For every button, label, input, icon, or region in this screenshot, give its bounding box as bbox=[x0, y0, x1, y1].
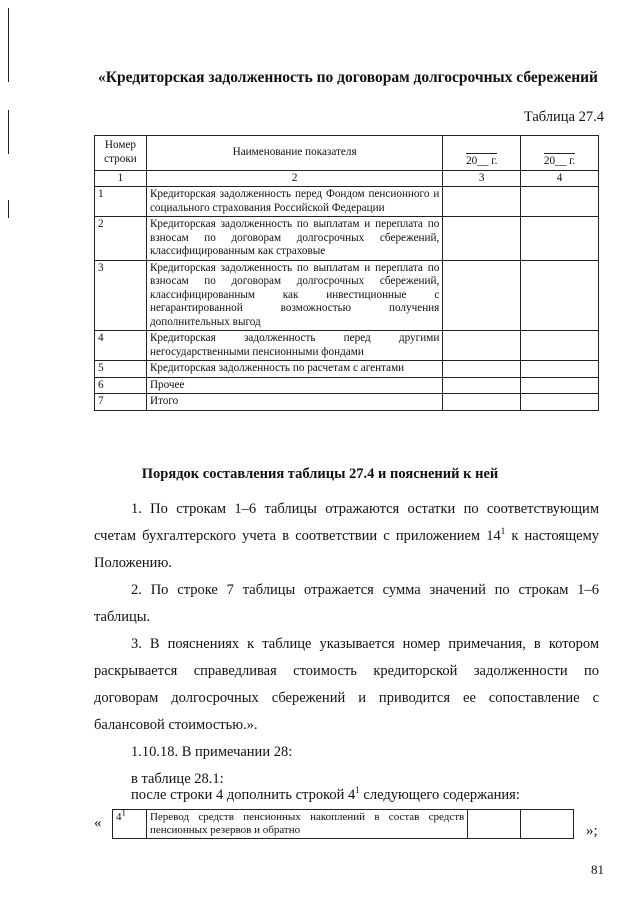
table-row bbox=[95, 187, 599, 217]
row-number: 5 bbox=[95, 361, 147, 378]
year-label: 20__ г. bbox=[466, 155, 498, 167]
row-number: 1 bbox=[95, 187, 147, 217]
header-indicator-name: Наименование показателя bbox=[146, 136, 442, 171]
table-header-row bbox=[95, 136, 599, 171]
paragraph-text: следующего содержания: bbox=[359, 787, 520, 803]
column-number: 2 bbox=[146, 170, 442, 187]
row-value bbox=[521, 260, 599, 331]
table-row bbox=[95, 217, 599, 261]
row-value bbox=[521, 377, 599, 394]
header-row-number: Номер строки bbox=[95, 136, 147, 171]
row-value bbox=[443, 394, 521, 411]
paragraph-1 bbox=[94, 496, 599, 577]
row-value bbox=[521, 810, 574, 839]
row-value bbox=[443, 331, 521, 361]
quote-close: »; bbox=[586, 823, 598, 839]
row-value bbox=[521, 217, 599, 261]
table-row bbox=[95, 260, 599, 331]
row-name: Перевод средств пенсионных накоплений в состав средств пенсионных резервов и обратно bbox=[146, 810, 467, 839]
row-name: Кредиторская задолженность по выплатам и переплата по взносам по договорам долгосрочных сбережений, классифицированным как страховые bbox=[146, 217, 442, 261]
column-number: 1 bbox=[95, 170, 147, 187]
paragraph-4: 1.10.18. В примечании 28: bbox=[131, 744, 293, 760]
paragraph-text: после строки 4 дополнить строкой 4 bbox=[131, 787, 356, 803]
row-value bbox=[443, 377, 521, 394]
paragraph-text: к настоящему Положению. bbox=[94, 528, 599, 571]
section-heading: Порядок составления таблицы 27.4 и пояснений к ней bbox=[141, 466, 499, 482]
column-numbers-row bbox=[95, 170, 599, 187]
row-value bbox=[443, 187, 521, 217]
row-value bbox=[521, 331, 599, 361]
row-name: Кредиторская задолженность перед Фондом пенсионного и социального страхования Российской Федерации bbox=[146, 187, 442, 217]
row-value bbox=[468, 810, 521, 839]
row-value bbox=[443, 361, 521, 378]
page-number: 81 bbox=[591, 862, 604, 877]
data-table bbox=[94, 135, 599, 411]
row-name: Прочее bbox=[146, 377, 442, 394]
row-number: $4^1$ bbox=[113, 810, 147, 839]
quote-open: « bbox=[94, 815, 102, 831]
table-row bbox=[95, 377, 599, 394]
column-number: 4 bbox=[521, 170, 599, 187]
row-name: Кредиторская задолженность перед другими негосударственными пенсионными фондами bbox=[146, 331, 442, 361]
row-number: 4 bbox=[95, 331, 147, 361]
row-number: 2 bbox=[95, 217, 147, 261]
margin-line bbox=[8, 200, 9, 218]
row-value bbox=[443, 217, 521, 261]
margin-line bbox=[8, 8, 9, 82]
inserted-row-block bbox=[94, 809, 614, 839]
table-row bbox=[113, 810, 574, 839]
table-row bbox=[95, 361, 599, 378]
row-name: Итого bbox=[146, 394, 442, 411]
header-year-1 bbox=[443, 136, 521, 171]
paragraph-6 bbox=[94, 782, 599, 809]
row-number: 6 bbox=[95, 377, 147, 394]
row-name: Кредиторская задолженность по расчетам с агентами bbox=[146, 361, 442, 378]
row-value bbox=[443, 260, 521, 331]
column-number: 3 bbox=[443, 170, 521, 187]
margin-line bbox=[8, 110, 9, 154]
row-value bbox=[521, 394, 599, 411]
table-row bbox=[95, 394, 599, 411]
superscript: 1 bbox=[355, 785, 360, 796]
row-number: 7 bbox=[95, 394, 147, 411]
year-label: 20__ г. bbox=[543, 155, 576, 167]
header-year-2 bbox=[521, 136, 599, 171]
inserted-row-table bbox=[112, 809, 574, 839]
table-row bbox=[95, 331, 599, 361]
row-number: 3 bbox=[95, 260, 147, 331]
row-value bbox=[521, 187, 599, 217]
superscript: 1 bbox=[121, 807, 126, 818]
paragraph-text: 1. По строкам 1–6 таблицы отражаются остатки по соответствующим счетам бухгалтерского учета в соответствии с приложением 14 bbox=[94, 501, 599, 544]
paragraph-2: 2. По строке 7 таблицы отражается сумма значений по строкам 1–6 таблицы. bbox=[94, 582, 599, 625]
page-title: «Кредиторская задолженность по договорам долгосрочных сбережений bbox=[98, 69, 598, 86]
superscript: 1 bbox=[500, 526, 506, 537]
paragraph-3: 3. В пояснениях к таблице указывается номер примечания, в котором раскрывается справедливая стоимость кредиторской задолженности по договорам долгосрочных сбережений и приводится ее сопоставление с балансовой стоимостью.». bbox=[94, 636, 599, 733]
paragraph-5: в таблице 28.1: bbox=[131, 771, 224, 787]
row-name: Кредиторская задолженность по выплатам и переплата по взносам по договорам долгосрочных сбережений, классифицированным как инвестиционные с негарантированной возможностью получения дополнительных выгод bbox=[146, 260, 442, 331]
table-label: Таблица 27.4 bbox=[523, 109, 604, 125]
row-value bbox=[521, 361, 599, 378]
